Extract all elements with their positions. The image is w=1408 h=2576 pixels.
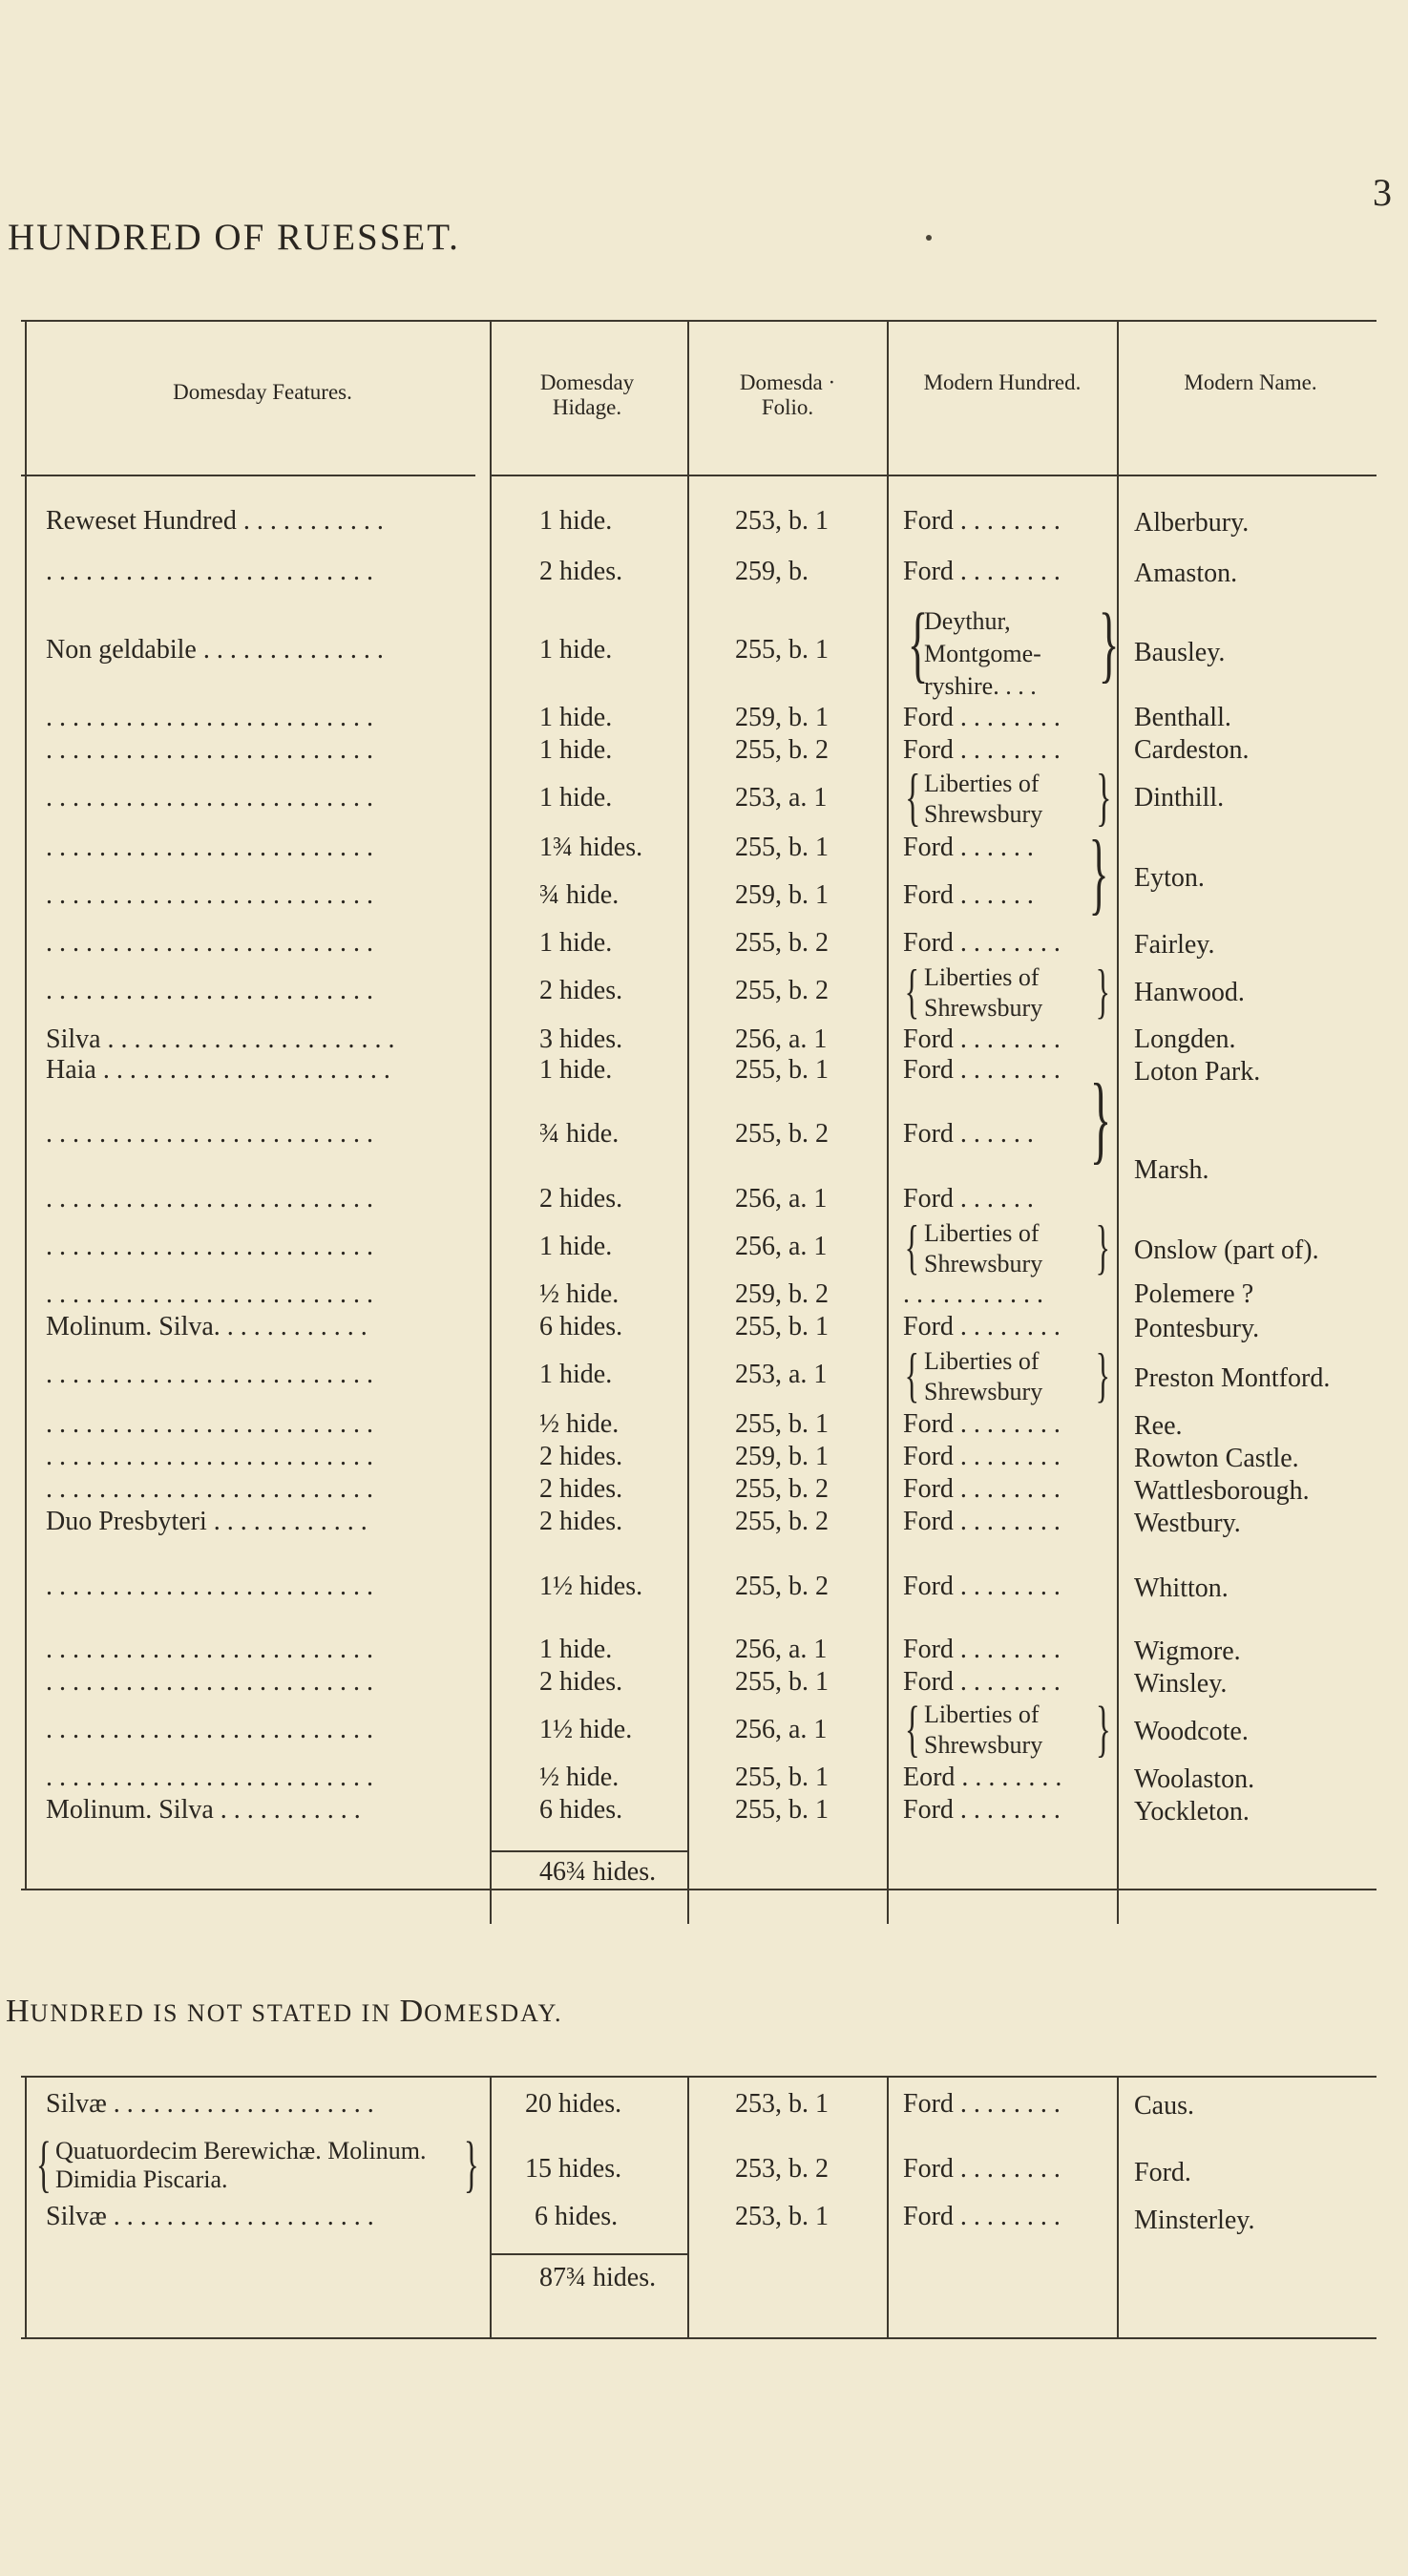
row-feature: . . . . . . . . . . . . . . . . . . . . . . . . . (46, 1667, 373, 1697)
left-brace: { (905, 760, 921, 833)
row-folio: 259, b. (735, 557, 809, 586)
row-hundred: Ford . . . . . . . . (903, 1635, 1061, 1664)
row-feature: Molinum. Silva . . . . . . . . . . . (46, 1795, 361, 1825)
row-hundred: Liberties of Shrewsbury (924, 1219, 1043, 1277)
row-feature: . . . . . . . . . . . . . . . . . . . . . . . . . (46, 703, 373, 732)
row-feature: Reweset Hundred . . . . . . . . . . . (46, 506, 384, 536)
row-feature: Silva . . . . . . . . . . . . . . . . . . . . . . (46, 1024, 395, 1054)
row-hidage: 1 hide. (539, 928, 613, 958)
header-folio: Domesda · Folio. (739, 370, 836, 420)
table2-col-rule-4 (1117, 2076, 1119, 2337)
row-folio: 255, b. 1 (735, 1763, 829, 1792)
row-name: Loton Park. (1134, 1057, 1261, 1087)
row-folio: 253, b. 1 (735, 2089, 829, 2119)
row-hundred: Ford . . . . . . . . (903, 703, 1061, 732)
header-hidage: Domesday Hidage. (539, 370, 635, 420)
row-hundred: Liberties of Shrewsbury (924, 1700, 1043, 1759)
right-brace: } (1095, 957, 1111, 1024)
row-name: Woolaston. (1134, 1764, 1255, 1794)
row-folio: 255, b. 2 (735, 1572, 829, 1601)
left-brace: { (907, 597, 929, 691)
row-hundred: Deythur, Montgome- ryshire. . . . (924, 607, 1041, 700)
right-brace: } (463, 2129, 479, 2199)
row-feature: . . . . . . . . . . . . . . . . . . . . . . . . . (46, 1442, 373, 1471)
row-hidage: 1 hide. (539, 703, 613, 732)
row-feature: . . . . . . . . . . . . . . . . . . . . . . . . . (46, 1184, 373, 1214)
row-feature: Molinum. Silva. . . . . . . . . . . . (46, 1312, 368, 1341)
col-rule-4 (1117, 320, 1119, 1924)
row-feature: . . . . . . . . . . . . . . . . . . . . . . . . . (46, 1360, 373, 1389)
row-hundred: Liberties of Shrewsbury (924, 1347, 1043, 1405)
row-name: Dinthill. (1134, 783, 1225, 813)
right-brace: } (1088, 821, 1109, 923)
row-hundred: Ford . . . . . . (903, 1119, 1034, 1149)
row-hidage: 1 hide. (539, 1055, 613, 1085)
right-brace: } (1096, 760, 1112, 833)
right-brace: } (1095, 1341, 1111, 1408)
row-feature: . . . . . . . . . . . . . . . . . . . . . . . . . (46, 1119, 373, 1149)
row-hidage: 2 hides. (539, 557, 623, 586)
row-hundred: Ford . . . . . . . . (903, 2154, 1061, 2184)
row-hidage: 3 hides. (539, 1024, 623, 1054)
ink-speck (926, 235, 932, 241)
row-hidage: 2 hides. (539, 1474, 623, 1504)
row-hidage: ¾ hide. (539, 880, 620, 910)
left-brace: { (904, 1341, 920, 1408)
row-feature: Haia . . . . . . . . . . . . . . . . . . . . . . (46, 1055, 390, 1085)
row-feature: . . . . . . . . . . . . . . . . . . . . . . . . . (46, 1635, 373, 1664)
row-feature: . . . . . . . . . . . . . . . . . . . . . . . . . (46, 1232, 373, 1261)
row-feature: . . . . . . . . . . . . . . . . . . . . . . . . . (46, 1474, 373, 1504)
row-hidage: 1½ hides. (539, 1572, 643, 1601)
row-folio: 255, b. 2 (735, 928, 829, 958)
hidage-total: 46¾ hides. (539, 1857, 657, 1887)
row-name: Alberbury. (1134, 508, 1250, 538)
row-folio: 255, b. 1 (735, 1409, 829, 1439)
section-heading: HUNDRED IS NOT STATED IN DOMESDAY. (6, 1994, 563, 2029)
row-hundred: Ford . . . . . . . . (903, 1667, 1061, 1697)
row-feature: . . . . . . . . . . . . . . . . . . . . . . . . . (46, 880, 373, 910)
table2-left-rule (25, 2076, 27, 2337)
row-feature: . . . . . . . . . . . . . . . . . . . . . . . . . (46, 1715, 373, 1744)
row-name: Eyton. (1134, 863, 1205, 893)
row-hundred: Ford . . . . . . . . (903, 1507, 1061, 1536)
row-hidage: 2 hides. (539, 976, 623, 1005)
table-bottom-rule (21, 1889, 1376, 1890)
row-name: Ree. (1134, 1411, 1183, 1441)
row-hidage: 1 hide. (539, 783, 613, 813)
row-name: Fairley. (1134, 930, 1215, 960)
row-hidage: 6 hides. (535, 2202, 619, 2231)
row-hidage: 1 hide. (539, 1232, 613, 1261)
table2-col-rule-1 (490, 2076, 492, 2337)
row-feature: . . . . . . . . . . . . . . . . . . . . . . . . . (46, 928, 373, 958)
row-folio: 256, a. 1 (735, 1715, 828, 1744)
row-hundred: Ford . . . . . . . . (903, 1442, 1061, 1471)
row-folio: 259, b. 1 (735, 1442, 829, 1471)
row-name: Amaston. (1134, 559, 1238, 588)
row-folio: 255, b. 1 (735, 1055, 829, 1085)
row-folio: 255, b. 1 (735, 1795, 829, 1825)
row-folio: 259, b. 2 (735, 1279, 829, 1309)
row-feature: . . . . . . . . . . . . . . . . . . . . . . . . . (46, 1763, 373, 1792)
row-hidage: 1 hide. (539, 635, 613, 665)
row-feature: . . . . . . . . . . . . . . . . . . . . . . . . . (46, 735, 373, 765)
row-hidage: 1 hide. (539, 735, 613, 765)
row-name: Wigmore. (1134, 1636, 1241, 1666)
row-feature: Duo Presbyteri . . . . . . . . . . . . (46, 1507, 368, 1536)
table-top-rule (21, 320, 1376, 322)
row-name: Cardeston. (1134, 735, 1250, 765)
row-hidage: 6 hides. (539, 1795, 623, 1825)
row-hidage: 1 hide. (539, 1635, 613, 1664)
row-hidage: 1½ hide. (539, 1715, 633, 1744)
row-name: Yockleton. (1134, 1797, 1250, 1826)
right-brace: } (1095, 1694, 1111, 1763)
table-left-rule (25, 320, 27, 1890)
row-hidage: ½ hide. (539, 1279, 620, 1309)
row-name: Preston Montford. (1134, 1363, 1331, 1393)
row-hundred: Ford . . . . . . . . (903, 1572, 1061, 1601)
row-feature: . . . . . . . . . . . . . . . . . . . . . . . . . (46, 783, 373, 813)
row-hundred: Ford . . . . . . . . (903, 1055, 1061, 1085)
hidage-total: 87¾ hides. (539, 2263, 657, 2292)
row-name: Bausley. (1134, 638, 1226, 667)
table2-bottom-rule (21, 2337, 1376, 2339)
table2-col-rule-3 (887, 2076, 889, 2337)
row-name: Rowton Castle. (1134, 1444, 1299, 1473)
row-folio: 253, a. 1 (735, 1360, 828, 1389)
row-hundred: Ford . . . . . . (903, 1184, 1034, 1214)
right-brace: } (1089, 1064, 1112, 1173)
row-name: Marsh. (1134, 1155, 1209, 1185)
page-number: 3 (1373, 171, 1392, 214)
row-name: Caus. (1134, 2091, 1194, 2121)
row-feature: Silvæ . . . . . . . . . . . . . . . . . . . . (46, 2089, 374, 2119)
row-folio: 255, b. 2 (735, 735, 829, 765)
row-folio: 255, b. 2 (735, 1507, 829, 1536)
row-hundred: Ford . . . . . . . . (903, 557, 1061, 586)
row-folio: 255, b. 2 (735, 1474, 829, 1504)
row-hidage: ½ hide. (539, 1763, 620, 1792)
row-folio: 253, b. 1 (735, 2202, 829, 2231)
row-name: Westbury. (1134, 1509, 1241, 1538)
row-folio: 256, a. 1 (735, 1184, 828, 1214)
row-folio: 259, b. 1 (735, 880, 829, 910)
page-title: HUNDRED OF RUESSET. (8, 217, 460, 258)
row-folio: 253, b. 2 (735, 2154, 829, 2184)
row-hundred: Ford . . . . . . . . (903, 928, 1061, 958)
row-hundred: . . . . . . . . . . . (903, 1279, 1043, 1309)
header-rule-1 (21, 475, 475, 476)
row-hidage: 2 hides. (539, 1507, 623, 1536)
row-feature: Silvæ . . . . . . . . . . . . . . . . . . . . (46, 2202, 374, 2231)
row-folio: 253, a. 1 (735, 783, 828, 813)
row-hundred: Ford . . . . . . . . (903, 506, 1061, 536)
row-folio: 255, b. 1 (735, 635, 829, 665)
table2-col-rule-2 (687, 2076, 689, 2337)
left-brace: { (904, 1213, 920, 1280)
row-hidage: 2 hides. (539, 1442, 623, 1471)
total-rule-1 (491, 1850, 687, 1852)
row-folio: 253, b. 1 (735, 506, 829, 536)
row-name: Whitton. (1134, 1573, 1229, 1603)
row-folio: 255, b. 1 (735, 1312, 829, 1341)
row-hundred: Ford . . . . . . (903, 833, 1034, 862)
row-hundred: Ford . . . . . . . . (903, 2202, 1061, 2231)
row-feature: . . . . . . . . . . . . . . . . . . . . . . . . . (46, 1572, 373, 1601)
row-hidage: ½ hide. (539, 1409, 620, 1439)
row-name: Polemere ? (1134, 1279, 1254, 1309)
left-brace: { (35, 2129, 52, 2199)
row-hundred: Ford . . . . . . . . (903, 1474, 1061, 1504)
right-brace: } (1095, 1213, 1111, 1280)
table2-top-rule (21, 2076, 1376, 2078)
row-folio: 256, a. 1 (735, 1232, 828, 1261)
row-folio: 255, b. 2 (735, 1119, 829, 1149)
row-hundred: Ford . . . . . . . . (903, 2089, 1061, 2119)
header-modern-name: Modern Name. (1184, 370, 1317, 394)
header-features: Domesday Features. (173, 380, 352, 404)
row-folio: 255, b. 1 (735, 833, 829, 862)
row-feature: . . . . . . . . . . . . . . . . . . . . . . . . . (46, 557, 373, 586)
row-hundred: Liberties of Shrewsbury (924, 963, 1043, 1022)
row-hidage: 2 hides. (539, 1184, 623, 1214)
row-hundred: Ford . . . . . . (903, 880, 1034, 910)
right-brace: } (1098, 597, 1120, 691)
row-hidage: 2 hides. (539, 1667, 623, 1697)
row-hidage: ¾ hide. (539, 1119, 620, 1149)
row-folio: 259, b. 1 (735, 703, 829, 732)
row-name: Wattlesborough. (1134, 1476, 1310, 1506)
row-hidage: 6 hides. (539, 1312, 623, 1341)
row-name: Benthall. (1134, 703, 1231, 732)
row-name: Winsley. (1134, 1669, 1228, 1699)
row-hundred: Ford . . . . . . . . (903, 1409, 1061, 1439)
row-name: Minsterley. (1134, 2206, 1255, 2235)
row-name: Ford. (1134, 2158, 1191, 2187)
left-brace: { (904, 1694, 920, 1763)
row-folio: 256, a. 1 (735, 1024, 828, 1054)
row-name: Hanwood. (1134, 978, 1245, 1007)
row-feature: . . . . . . . . . . . . . . . . . . . . . . . . . (46, 1279, 373, 1309)
row-hidage: 1 hide. (539, 506, 613, 536)
row-hundred: Liberties of Shrewsbury (924, 770, 1043, 828)
row-hundred: Ford . . . . . . . . (903, 735, 1061, 765)
row-folio: 255, b. 2 (735, 976, 829, 1005)
col-rule-2 (687, 320, 689, 1924)
row-hundred: Ford . . . . . . . . (903, 1795, 1061, 1825)
row-hidage: 1¾ hides. (539, 833, 643, 862)
row-feature: . . . . . . . . . . . . . . . . . . . . . . . . . (46, 1409, 373, 1439)
row-name: Woodcote. (1134, 1717, 1249, 1746)
col-rule-1 (490, 320, 492, 1924)
row-name: Onslow (part of). (1134, 1235, 1319, 1265)
row-hidage: 20 hides. (525, 2089, 622, 2119)
header-rule-2 (491, 475, 1376, 476)
header-modern-hundred: Modern Hundred. (923, 370, 1082, 394)
row-hundred: Ford . . . . . . . . (903, 1024, 1061, 1054)
row-feature: . . . . . . . . . . . . . . . . . . . . . . . . . (46, 833, 373, 862)
row-folio: 255, b. 1 (735, 1667, 829, 1697)
row-name: Longden. (1134, 1024, 1236, 1054)
row-hundred: Eord . . . . . . . . (903, 1763, 1062, 1792)
total-rule-2 (491, 2253, 687, 2255)
row-hidage: 15 hides. (525, 2154, 622, 2184)
row-hundred: Ford . . . . . . . . (903, 1312, 1061, 1341)
left-brace: { (904, 957, 920, 1024)
row-name: Pontesbury. (1134, 1314, 1260, 1343)
col-rule-3 (887, 320, 889, 1924)
row-feature: . . . . . . . . . . . . . . . . . . . . . . . . . (46, 976, 373, 1005)
row-folio: 256, a. 1 (735, 1635, 828, 1664)
row-hidage: 1 hide. (539, 1360, 613, 1389)
row-feature: Quatuordecim Berewichæ. Molinum. Dimidia Piscaria. (55, 2137, 427, 2193)
row-feature: Non geldabile . . . . . . . . . . . . . . (46, 635, 384, 665)
